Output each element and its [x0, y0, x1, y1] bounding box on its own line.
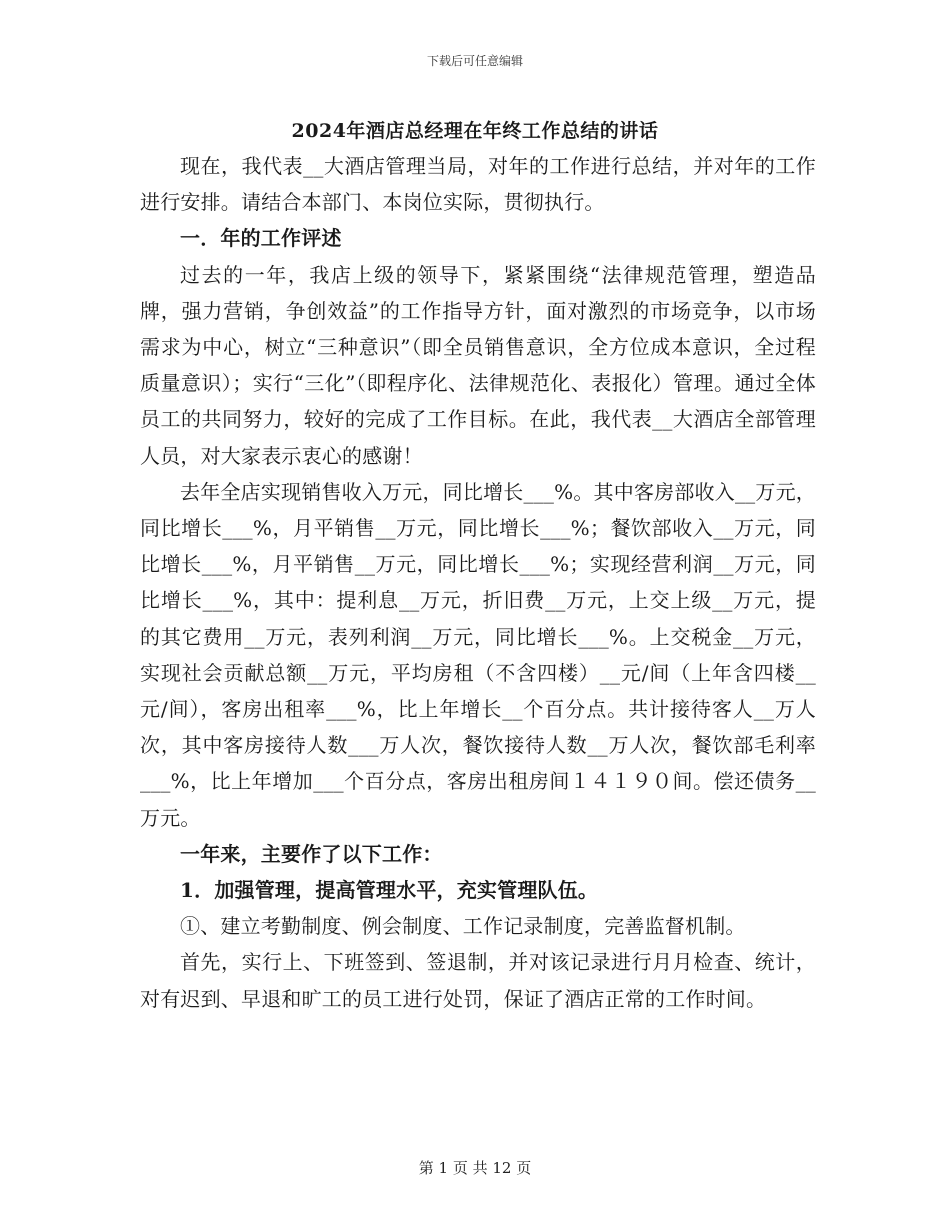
list-item-systems: ①、建立考勤制度、例会制度、工作记录制度，完善监督机制。: [180, 914, 746, 939]
document-title: 2024年酒店总经理在年终工作总结的讲话: [291, 120, 659, 142]
paragraph-review: 过去的一年，我店上级的领导下，紧紧围绕“法律规范管理，塑造品牌，强力营销，争创效益”的工作指导方针，面对激烈的市场竞争，以市场需求为中心，树立“三种意识”（即全员销售意识，全方位成本意识，全过程质量意识）；实行“三化”（即程序化、法律规范化、表报化）管理。通过全体员工的共同努力，较好的完成了工作目标。在此，我代表__大酒店全部管理人员，对大家表示衷心的感谢！: [140, 262, 816, 468]
paragraph-attendance: 首先，实行上、下班签到、签退制，并对该记录进行月月检查、统计，对有迟到、早退和旷工的员工进行处罚，保证了酒店正常的工作时间。: [140, 950, 816, 1011]
subheading-management: 1．加强管理，提高管理水平，充实管理队伍。: [180, 878, 599, 903]
section-heading-work: 一年来，主要作了以下工作：: [180, 841, 443, 866]
page-header-note: 下载后可任意编辑: [426, 54, 523, 68]
section-heading-review: 一．年的工作评述: [180, 226, 342, 251]
paragraph-figures: 去年全店实现销售收入万元，同比增长___%。其中客房部收入__万元，同比增长___%，月平销售__万元，同比增长___%；餐饮部收入__万元，同比增长___%，月平销售__万元，同比增长___%；实现经营利润__万元，同比增长___%，其中：提利息__万元，折旧费__万元，上交上级__万元，提的其它费用__万元，表列利润__万元，同比增长___%。上交税金__万元，实现社会贡献总额__万元，平均房租（不含四楼）__元/间（上年含四楼__元/间），客房出租率___%，比上年增长__个百分点。共计接待客人__万人次，其中客房接待人数___万人次，餐饮接待人数__万人次，餐饮部毛利率___%，比上年增加___个百分点，客房出租房间１４１９０间。偿还债务__万元。: [140, 479, 816, 830]
paragraph-intro: 现在，我代表__大酒店管理当局，对年的工作进行总结，并对年的工作进行安排。请结合本部门、本岗位实际，贯彻执行。: [140, 154, 816, 215]
document-body: [140, 148, 816, 1017]
page-number: 第 1 页 共 12 页: [418, 1159, 532, 1177]
